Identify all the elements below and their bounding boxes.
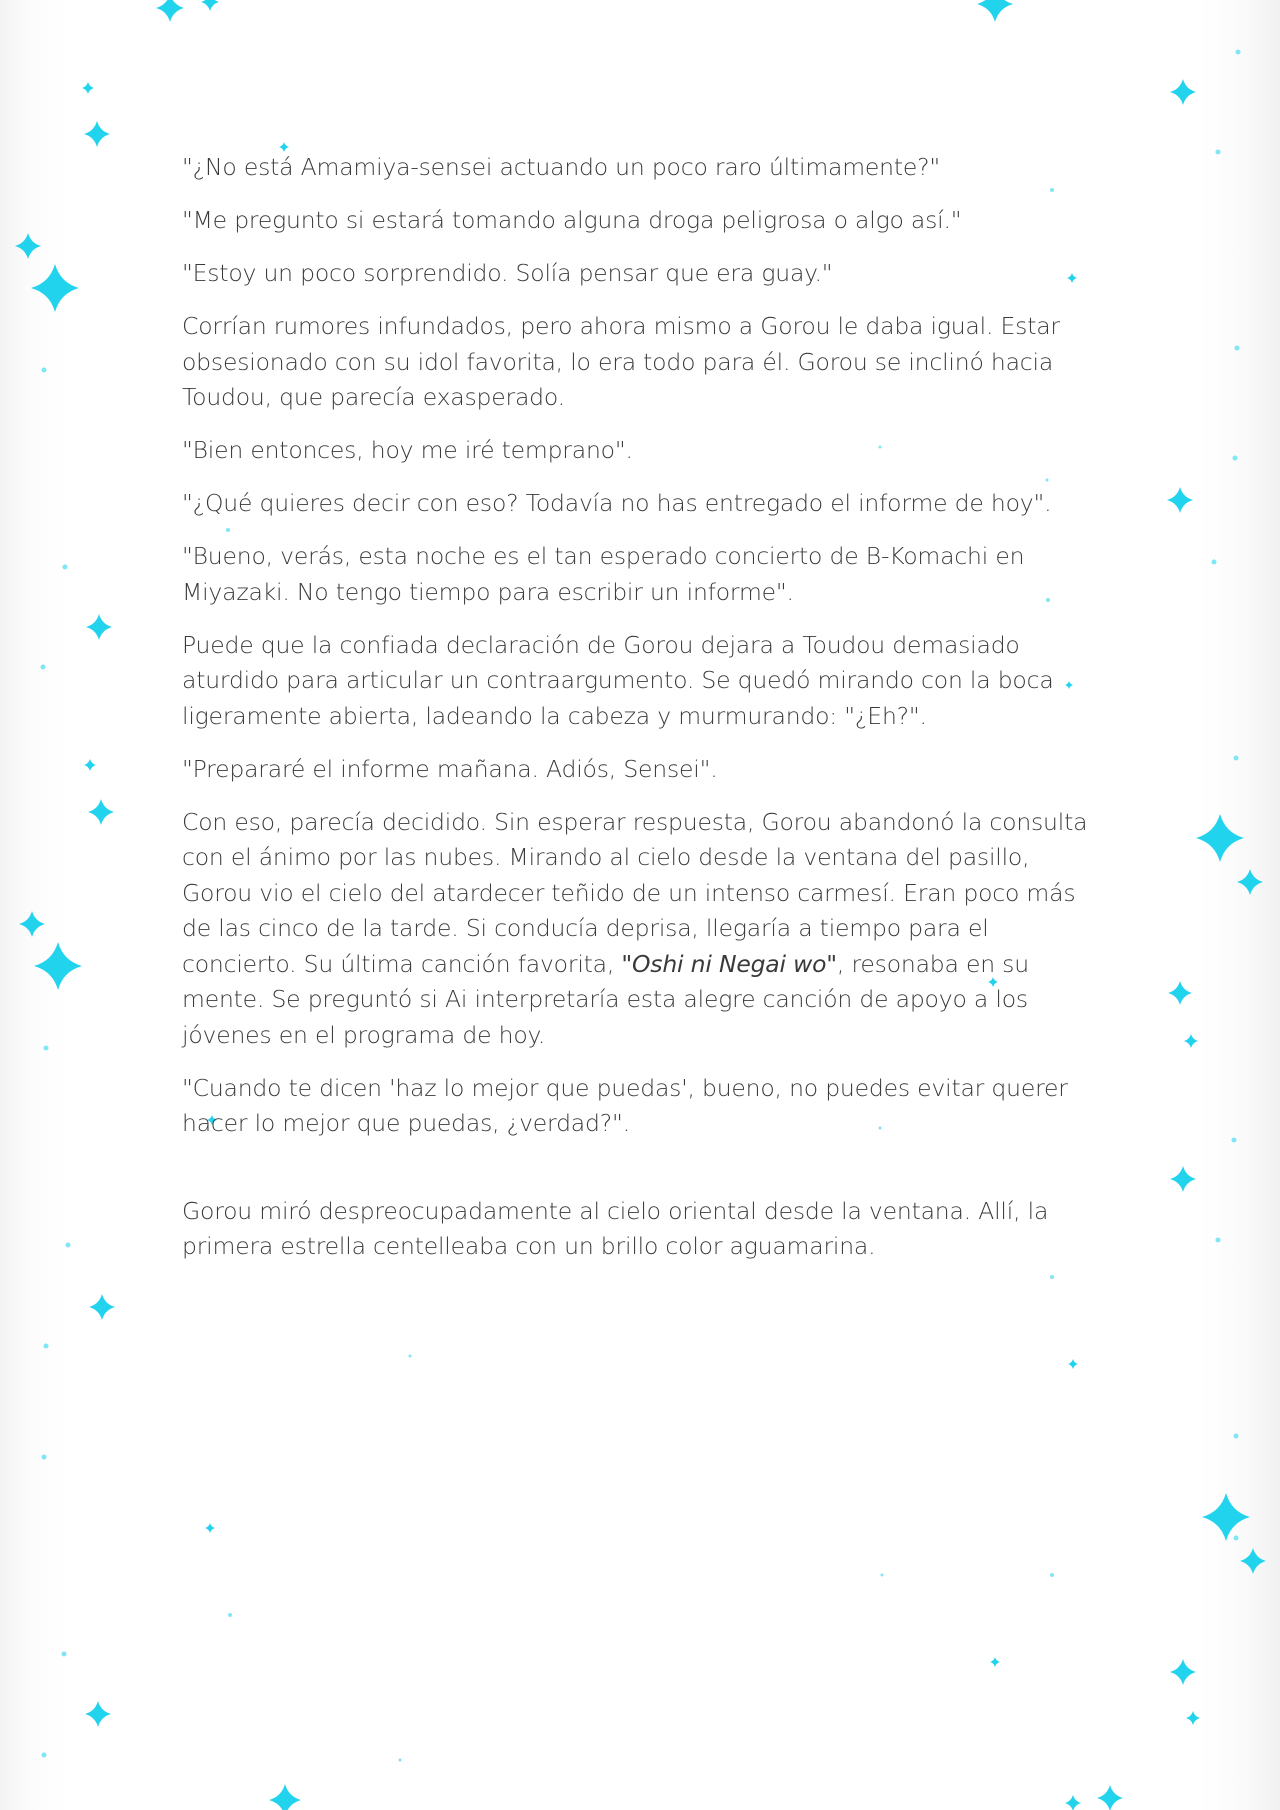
story-text — [182, 150, 1102, 1282]
sparkle-star-icon — [1184, 1034, 1198, 1048]
paragraph: "Cuando te dicen 'haz lo mejor que puedas', bueno, no puedes evitar querer hacer lo mejor que puedas, ¿verdad?". — [182, 1073, 1068, 1137]
paragraph-text: Con eso, parecía decidido. Sin esperar respuesta, Gorou abandonó la consulta con el ánimo por las nubes. Mirando al cielo desde la ventana del pasillo, Gorou vio el cielo del atardecer teñido de un intenso carmesí. Eran poco más de las cinco de la tarde. Si conducía deprisa, llegaría a tiempo para el concierto. Su última canción favorita, — [182, 807, 1088, 978]
sparkle-star-icon — [977, 0, 1013, 22]
sparkle-dot-icon — [63, 565, 68, 570]
sparkle-dot-icon — [1234, 1536, 1239, 1541]
sparkle-dot-icon — [66, 1243, 71, 1248]
sparkle-star-icon — [31, 264, 79, 312]
sparkle-dot-icon — [44, 1344, 49, 1349]
sparkle-star-icon — [84, 121, 110, 147]
sparkle-dot-icon — [1234, 756, 1239, 761]
sparkle-dot-icon — [1050, 1573, 1054, 1577]
sparkle-star-icon — [1186, 1711, 1200, 1725]
paragraph: Corrían rumores infundados, pero ahora mismo a Gorou le daba igual. Estar obsesionado con su idol favorita, lo era todo para él. Gorou se inclinó hacia Toudou, que parecía exasperado. — [182, 312, 1060, 411]
paragraph: "¿No está Amamiya-sensei actuando un poco raro últimamente?" — [182, 153, 941, 181]
sparkle-star-icon — [1065, 1795, 1081, 1810]
sparkle-dot-icon — [1232, 1138, 1237, 1143]
sparkle-star-icon — [1167, 487, 1193, 513]
sparkle-star-icon — [1168, 981, 1192, 1005]
sparkle-dot-icon — [42, 368, 47, 373]
sparkle-dot-icon — [1233, 456, 1238, 461]
sparkle-dot-icon — [881, 1574, 884, 1577]
sparkle-star-icon — [1097, 1785, 1123, 1810]
sparkle-star-icon — [1170, 79, 1196, 105]
sparkle-dot-icon — [399, 1759, 402, 1762]
sparkle-star-icon — [88, 799, 114, 825]
sparkle-star-icon — [1202, 1493, 1250, 1541]
sparkle-star-icon — [85, 1701, 111, 1727]
sparkle-star-icon — [19, 911, 45, 937]
sparkle-dot-icon — [409, 1355, 412, 1358]
sparkle-star-icon — [269, 1784, 301, 1810]
sparkle-star-icon — [1240, 1548, 1266, 1574]
sparkle-dot-icon — [1234, 1434, 1239, 1439]
sparkle-star-icon — [1170, 1166, 1196, 1192]
sparkle-dot-icon — [62, 1652, 67, 1657]
sparkle-star-icon — [1237, 869, 1263, 895]
paragraph: "Bien entonces, hoy me iré temprano". — [182, 436, 633, 464]
sparkle-dot-icon — [1235, 346, 1240, 351]
paragraph: "Prepararé el informe mañana. Adiós, Sensei". — [182, 754, 718, 783]
sparkle-dot-icon — [1216, 1238, 1221, 1243]
paragraph: "Me pregunto si estará tomando alguna droga peligrosa o algo así." — [182, 206, 962, 234]
sparkle-star-icon — [34, 942, 82, 990]
sparkle-star-icon — [1196, 814, 1244, 862]
sparkle-dot-icon — [44, 1046, 49, 1051]
paragraph-text: , resonaba en su mente. Se preguntó si Ai interpretaría esta alegre canción de apoyo a los jóvenes en el programa de hoy. — [182, 949, 1029, 1049]
sparkle-dot-icon — [42, 1753, 47, 1758]
paragraph: Puede que la confiada declaración de Gorou dejara a Toudou demasiado aturdido para articular un contraargumento. Se quedó mirando con la boca ligeramente abierta, ladeando la cabeza y murmurando: "¿Eh?". — [182, 630, 1054, 730]
sparkle-star-icon — [201, 0, 219, 11]
sparkle-dot-icon — [228, 1613, 232, 1617]
song-title: "Oshi ni Negai wo" — [621, 949, 837, 978]
sparkle-star-icon — [89, 1294, 115, 1320]
paragraph: "¿Qué quieres decir con eso? Todavía no has entregado el informe de hoy". — [182, 489, 1052, 517]
sparkle-star-icon — [86, 614, 112, 640]
sparkle-star-icon — [205, 1523, 215, 1533]
sparkle-star-icon — [15, 233, 41, 259]
sparkle-star-icon — [156, 0, 184, 22]
sparkle-dot-icon — [1212, 560, 1217, 565]
sparkle-star-icon — [1068, 1359, 1078, 1369]
paragraph — [182, 805, 1102, 1054]
sparkle-dot-icon — [1236, 50, 1241, 55]
paragraph: "Bueno, verás, esta noche es el tan esperado concierto de B-Komachi en Miyazaki. No tengo tiempo para escribir un informe". — [182, 542, 1025, 606]
sparkle-star-icon — [82, 82, 94, 94]
sparkle-dot-icon — [41, 665, 46, 670]
paragraph: Gorou miró despreocupadamente al cielo oriental desde la ventana. Allí, la primera estrella centelleaba con un brillo color aguamarina. — [182, 1196, 1049, 1260]
sparkle-star-icon — [84, 759, 96, 771]
sparkle-dot-icon — [42, 1455, 47, 1460]
sparkle-dot-icon — [1216, 150, 1221, 155]
sparkle-star-icon — [990, 1657, 1000, 1667]
sparkle-star-icon — [1170, 1659, 1196, 1685]
paragraph: "Estoy un poco sorprendido. Solía pensar que era guay." — [182, 259, 833, 287]
